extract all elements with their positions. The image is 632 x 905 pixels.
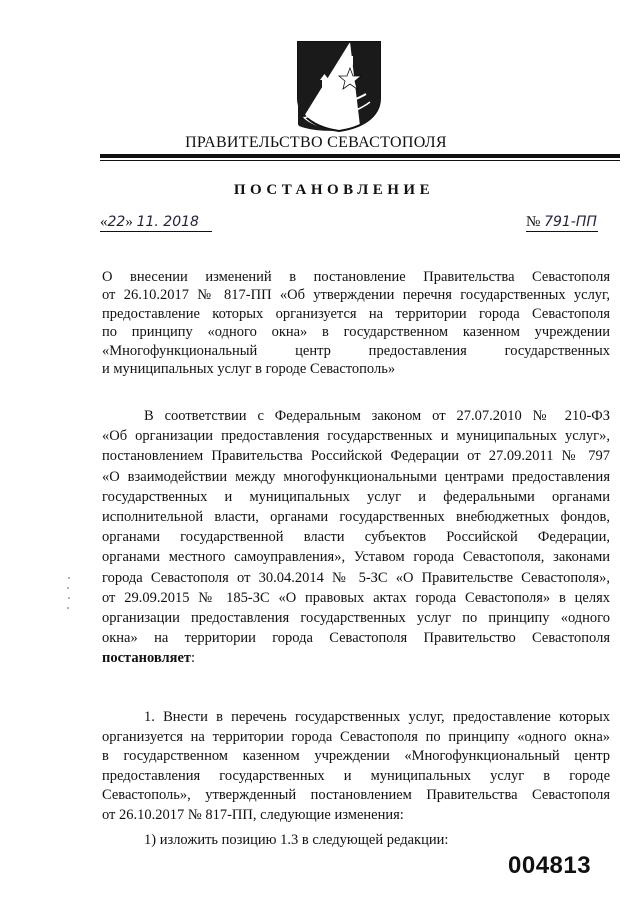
subject-line: предоставление которых организуется на территории города Севастополя: [102, 305, 610, 322]
preamble-line: постановлением Правительства Российской Федерации от 27.09.2011 № 797: [102, 448, 610, 465]
decree-line: [102, 648, 610, 668]
preamble-line: окна» на территории города Севастополя Правительство Севастополя: [102, 630, 610, 647]
header-rule-thick: [100, 154, 620, 158]
item-1-line: предоставления государственных и муниципальных услуг в городе: [102, 767, 610, 784]
preamble-line: «О взаимодействии между многофункциональными центрами предоставления: [102, 468, 610, 485]
decree-word: постановляет: [102, 650, 192, 667]
subitem-1-line: 1) изложить позицию 1.3 в следующей редакции:: [144, 832, 449, 848]
preamble-line: «Об организации предоставления государственных и муниципальных услуг»,: [102, 428, 610, 445]
preamble-paragraph: [102, 406, 610, 669]
subject-line: и муниципальных услуг в городе Севастополь»: [102, 361, 396, 378]
preamble-line: органами местного самоуправления», Уставом города Севастополя, законами: [102, 549, 610, 566]
header-rule-thin: [100, 160, 620, 161]
preamble-line: государственных и муниципальных услуг и федеральными органами: [102, 488, 610, 505]
subject-line: «Многофункциональный центр предоставления государственных: [102, 342, 610, 359]
item-1-line: организуется на территории города Севастополя по принципу «одного окна»: [102, 728, 610, 745]
document-serial-number: 004813: [508, 852, 592, 879]
organization-title: ПРАВИТЕЛЬСТВО СЕВАСТОПОЛЯ: [185, 134, 447, 151]
item-1-line: 1. Внести в перечень государственных услуг, предоставление которых: [144, 709, 610, 725]
subject-line: О внесении изменений в постановление Правительства Севастополя: [102, 269, 610, 285]
preamble-line: от 29.09.2015 № 185-ЗС «О правовых актах города Севастополя» в целях: [102, 589, 610, 606]
date-month-year: 11. 2018: [136, 214, 199, 230]
preamble-line: В соответствии с Федеральным законом от 27.07.2010 № 210-ФЗ: [144, 408, 610, 424]
date-close-quote: »: [125, 214, 133, 230]
date-open-quote: «: [100, 214, 108, 230]
subject-line: от 26.10.2017 № 817-ПП «Об утверждении перечня государственных услуг,: [102, 287, 610, 304]
preamble-line: исполнительной власти, органами государственных внебюджетных фондов,: [102, 509, 610, 526]
item-1-line: Севастополь», утвержденный постановлением Правительства Севастополя: [102, 787, 610, 804]
number-sign: №: [526, 214, 541, 230]
item-1-line: в государственном казенном учреждении «Многофункциональный центр: [102, 748, 610, 765]
number-value: 791-ПП: [544, 214, 597, 230]
sevastopol-coat-of-arms-icon: [290, 40, 388, 132]
document-number: [526, 213, 598, 232]
subject-line: по принципу «одного окна» в государственном казенном учреждении: [102, 324, 610, 341]
preamble-line: органами государственной власти субъектов Российской Федерации,: [102, 529, 610, 546]
decree-colon: :: [191, 650, 196, 667]
item-1-paragraph: [102, 708, 610, 826]
document-type-title: ПОСТАНОВЛЕНИЕ: [233, 182, 435, 198]
date-day: 22: [107, 214, 126, 230]
preamble-line: организации предоставления государственных услуг по принципу «одного: [102, 610, 610, 627]
preamble-line: города Севастополя от 30.04.2014 № 5-ЗС «О Правительстве Севастополя»,: [102, 569, 610, 586]
margin-marks: [66, 574, 72, 614]
document-subject: [102, 268, 610, 378]
document-date: [100, 213, 212, 232]
item-1-line: от 26.10.2017 № 817-ПП, следующие изменения:: [102, 806, 404, 823]
subitem-1-paragraph: [102, 830, 610, 850]
